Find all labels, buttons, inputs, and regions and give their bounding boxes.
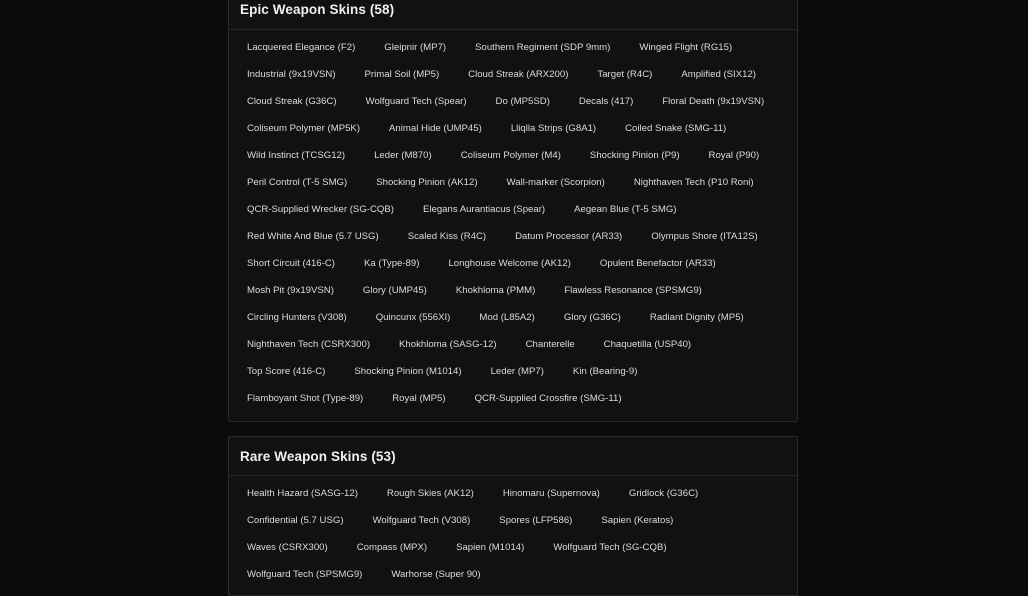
skin-item[interactable]: Wolfguard Tech (Spear): [365, 96, 467, 107]
skin-item[interactable]: Decals (417): [578, 96, 634, 107]
skin-item[interactable]: Datum Processor (AR33): [515, 231, 623, 242]
skin-item[interactable]: Leder (M870): [374, 150, 432, 161]
skin-item[interactable]: Gleipnir (MP7): [384, 42, 447, 53]
skin-item[interactable]: Olympus Shore (ITA12S): [651, 231, 758, 242]
skin-item[interactable]: QCR-Supplied Crossfire (SMG-11): [474, 393, 622, 404]
skin-item[interactable]: Amplified (SIX12): [681, 69, 756, 80]
skin-item[interactable]: Royal (P90): [708, 150, 760, 161]
skin-item[interactable]: Shocking Pinion (AK12): [376, 177, 478, 188]
skin-item[interactable]: Glory (UMP45): [362, 285, 427, 296]
skin-item[interactable]: Chanterelle: [525, 339, 575, 350]
skin-item[interactable]: Animal Hide (UMP45): [389, 123, 482, 134]
skin-item[interactable]: Opulent Benefactor (AR33): [599, 258, 716, 269]
skin-item[interactable]: Nighthaven Tech (P10 Roni): [633, 177, 754, 188]
skin-item[interactable]: Peril Control (T-5 SMG): [247, 177, 348, 188]
skin-item[interactable]: Wolfguard Tech (V308): [372, 515, 471, 526]
epic-skins-panel: [228, 0, 798, 422]
skin-item[interactable]: Radiant Dignity (MP5): [649, 312, 744, 323]
skin-item[interactable]: Southern Regiment (SDP 9mm): [475, 42, 611, 53]
skin-item[interactable]: Coiled Snake (SMG-11): [625, 123, 727, 134]
skin-item[interactable]: Warhorse (Super 90): [391, 569, 481, 580]
skin-item[interactable]: Khokhloma (SASG-12): [399, 339, 497, 350]
rare-skins-title: Rare Weapon Skins (53): [240, 448, 396, 464]
skin-item[interactable]: Waves (CSRX300): [247, 542, 328, 553]
rare-skins-header: [229, 437, 797, 476]
skin-item[interactable]: Cloud Streak (ARX200): [468, 69, 569, 80]
skin-item[interactable]: Royal (MP5): [392, 393, 446, 404]
skin-item[interactable]: Sapien (M1014): [456, 542, 525, 553]
skin-item[interactable]: Health Hazard (SASG-12): [247, 488, 358, 499]
skin-item[interactable]: Winged Flight (RG15): [639, 42, 733, 53]
skin-item[interactable]: Industrial (9x19VSN): [247, 69, 336, 80]
skin-item[interactable]: Flawless Resonance (SPSMG9): [564, 285, 702, 296]
skin-item[interactable]: Ka (Type-89): [363, 258, 420, 269]
skin-item[interactable]: Circling Hunters (V308): [247, 312, 347, 323]
skin-item[interactable]: Glory (G36C): [563, 312, 621, 323]
skin-item[interactable]: Coliseum Polymer (MP5K): [247, 123, 361, 134]
skin-item[interactable]: Quincunx (556XI): [375, 312, 451, 323]
skin-item[interactable]: Wall-marker (Scorpion): [506, 177, 605, 188]
epic-skins-title: Epic Weapon Skins (58): [240, 2, 395, 17]
skin-item[interactable]: Nighthaven Tech (CSRX300): [247, 339, 371, 350]
skin-item[interactable]: Elegans Aurantiacus (Spear): [422, 204, 546, 215]
skin-item[interactable]: Wolfguard Tech (SPSMG9): [247, 569, 363, 580]
skin-item[interactable]: Floral Death (9x19VSN): [662, 96, 765, 107]
skin-item[interactable]: Mosh Pit (9x19VSN): [247, 285, 334, 296]
skin-item[interactable]: Primal Soil (MP5): [364, 69, 440, 80]
skin-item[interactable]: Scaled Kiss (R4C): [407, 231, 487, 242]
skin-item[interactable]: Short Circuit (416-C): [247, 258, 335, 269]
skin-item[interactable]: Longhouse Welcome (AK12): [448, 258, 571, 269]
epic-skins-list: [229, 30, 797, 410]
skin-item[interactable]: Flamboyant Shot (Type-89): [247, 393, 364, 404]
skin-item[interactable]: Spores (LFP586): [499, 515, 573, 526]
epic-skins-header: [229, 0, 797, 30]
skin-item[interactable]: Shocking Pinion (P9): [589, 150, 680, 161]
skin-item[interactable]: Compass (MPX): [356, 542, 428, 553]
skin-item[interactable]: Confidential (5.7 USG): [247, 515, 344, 526]
skin-item[interactable]: Shocking Pinion (M1014): [354, 366, 462, 377]
skin-item[interactable]: Top Score (416-C): [247, 366, 326, 377]
skin-item[interactable]: Chaquetilla (USP40): [603, 339, 692, 350]
skin-item[interactable]: Red White And Blue (5.7 USG): [247, 231, 379, 242]
skin-item[interactable]: Coliseum Polymer (M4): [460, 150, 561, 161]
skin-item[interactable]: Aegean Blue (T-5 SMG): [574, 204, 677, 215]
skin-item[interactable]: Lacquered Elegance (F2): [247, 42, 356, 53]
skin-item[interactable]: Wolfguard Tech (SG-CQB): [553, 542, 667, 553]
skin-item[interactable]: Do (MP5SD): [495, 96, 550, 107]
skin-item[interactable]: Khokhloma (PMM): [455, 285, 536, 296]
skin-item[interactable]: Rough Skies (AK12): [386, 488, 474, 499]
skin-item[interactable]: Mod (L85A2): [479, 312, 535, 323]
skin-item[interactable]: Kin (Bearing-9): [572, 366, 638, 377]
skin-item[interactable]: Target (R4C): [597, 69, 653, 80]
skin-item[interactable]: Sapien (Keratos): [601, 515, 674, 526]
rare-skins-panel: [228, 436, 798, 596]
skin-item[interactable]: Cloud Streak (G36C): [247, 96, 337, 107]
skin-item[interactable]: Wild Instinct (TCSG12): [247, 150, 346, 161]
skin-item[interactable]: Hinomaru (Supernova): [502, 488, 600, 499]
skin-item[interactable]: Lliqlla Strips (G8A1): [510, 123, 597, 134]
skin-item[interactable]: QCR-Supplied Wrecker (SG-CQB): [247, 204, 394, 215]
skin-item[interactable]: Gridlock (G36C): [628, 488, 699, 499]
skin-item[interactable]: Leder (MP7): [490, 366, 544, 377]
